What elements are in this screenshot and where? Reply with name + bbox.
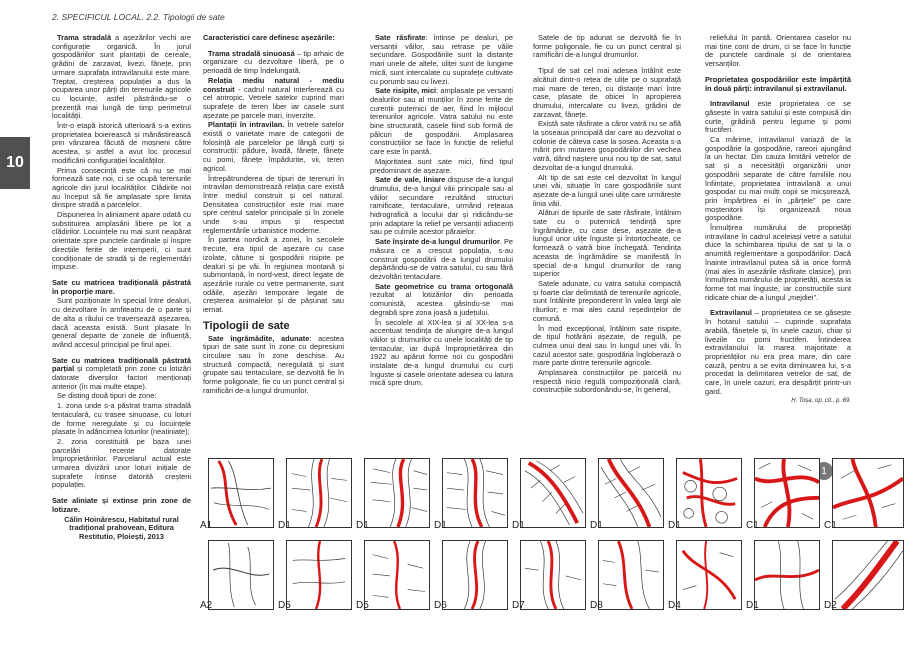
text-column-2: Caracteristici care definesc așezările: Trama stradală sinuoasă – tip arhaic de organizare cu dezvoltare liberă, pe o perioadă de timp îndelungată. Relația mediu natural - mediu construit - cadrul natural interferează cu cel antropic. Vetrele satelor cuprind mari suprafețe de teren liber iar casele sunt așezate pe parcele mari, inverzite. Plantații în intravilan. În vetrele satelor există o varietate mare de categorii de folosință ale parcelelor pe lângă curți și construcții: pădure, livadă, fânețe, fânețe cu pomi, fânețe împădurite, vii, teren agricol. Întrepătrunderea de tipuri de terenuri în intravilan demonstrează relația care există între mediul construit și cel natural. Densitatea construcțiilor este mai mare spre centrul satelor principale și în zonele unde s-au impus și respectat reglementările urbanistice moderne. În partea nordică a zonei, în secolele trecute, era tipul de așezare cu case izolate, câtune și gospodării risipite pe dealuri și pe văi. În regiunea montană și submontană, în nord-vest, direct legate de așezările rurale cu vetre permanente, sunt odăile, așezări temporare legate de creșterea animalelor și de pășunat sau iernat. Tipologii de sate Sate îngrămădite, adunate: acestea tipuri de sate sunt în zone cu depresiuni circulare sau în zone deschise. Au structură compactă, neregulată și sunt grupate sau tentaculare, se dezvoltă fie în forme poligonale, fie cu un punct central și ramificări de-a lungul drumurilor. [203,34,344,395]
sketch-label: C1 [746,520,759,531]
sketch-label: D1 [512,520,525,531]
village-sketch [676,458,742,528]
village-sketch [598,458,664,528]
text-column-4: Satele de tip adunat se dezvoltă fie în forme poligonale, fie cu un punct central și ramificări de-a lungul drumurilor. Tipul de sat cel mai adesea întâlnit este alcătuit dintr-o rețea de ulițe pe o suprafață mai mare de teren, cu distanțe mari între case, plasate de obicei în apropierea drumului, intercalate cu livezi, grădini de zarzavat, fânețe. Există sate răsfirate a căror vatră nu se află la șoseaua principală dar care au dezvoltat o colonie de câteva case la șosea. Aceasta s-a mărit prin mutarea gospodăriilor din vechea vatră, dând naștere unui nou tip de sat, satul dezvoltat de-a lungul drumului. Alt tip de sat este cel dezvoltat în lungul unei văi, situație în care gospodăriile sunt așezate de-a lungul unei ulițe care urmărește linia văii. Alături de tipurile de sate răsfirate, întâlnim sate cu o puternică tendință spre îngrămădire, cu case dese, așezate de-a lungul unor ulițe înguste și întortocheate, ce formează o vatră bine închegată. Tendința aceasta de îngrămădire se manifestă în special de-a lungul drumurilor de rang superior Satele adunate, cu vatra satului compactă și foarte clar delimitată de terenurile agricole, sunt întâlnite preponderent în valea largi ale râurilor; e mai ales cazul reședințelor de comună. În mod excepțional, întâlnim sate risipite, de tipul hotărârii așezate, de regulă, pe culmea unui deal sau în lungul unei văi. În cazul acestor sate, gospodăria îngloberază o mare parte dintre terenurile agricole. Amplasarea construcțiilor pe parcelă nu respectă nicio regulă compozițională clară, construcțiile subordonându-se, în general, [533,34,681,395]
sketch-label: A2 [200,600,213,611]
page-number-tab: 10 [0,137,30,189]
sketch-label: D1 [590,520,603,531]
village-sketch [286,540,352,610]
term-trama-stradala: Trama stradală [57,34,112,42]
sketch-label: D4 [668,600,681,611]
village-sketch [754,540,820,610]
sketch-label: D2 [824,600,837,611]
village-sketch [754,458,820,528]
sketch-label: D1 [668,520,681,531]
sketch-label: D5 [356,600,369,611]
figure-number-badge: 1 [815,462,833,480]
village-sketch [208,540,274,610]
village-sketch [676,540,742,610]
sketch-label: D7 [512,600,525,611]
village-sketch [364,540,430,610]
village-sketch [832,540,904,610]
source-citation: H. Toșa, op. cit., p. 69. [791,398,851,405]
sketch-label: C1 [824,520,837,531]
subheading-matrice-partiala: Sate cu matricea tradițională păstrată parțial [52,355,191,374]
sketch-label: D1 [356,520,369,531]
village-sketch [520,458,586,528]
village-sketch [286,458,352,528]
village-sketch [442,540,508,610]
subheading-sate-aliniate: Sate aliniate și extinse prin zone de lotizare. [52,496,191,514]
village-sketch [832,458,904,528]
bibliographic-credit: Călin Hoinărescu, Habitatul rural tradițional prahovean, Editura Restitutio, Ploiești, 2013 [64,514,179,541]
subheading-proprietate: Proprietatea gospodăriilor este împărțită în două părți: intravilanul și extravilanul. [705,74,851,93]
village-sketch [364,458,430,528]
sketch-label: D8 [590,600,603,611]
text-column-1: Trama stradală a așezărilor vechi are configurație organică. În jurul gospodăriilor sunt plantații de cereale, grădini de zarzavat, livezi, fânețe, prin urmare suprafața intravilanului este mare. Treptat, creșterea populației a dus la ocuparea unor părți din terenurile agricole cu locuințe, astfel păstrându-se o prezență mai lungă de timp perimetrul localității. Într-o etapă istorică ulterioară s-a extins proprietatea boierească și mănăstirească prin vânzarea făcută de moșneni către acestea, și astfel a avut loc procesul modificării configurației localităților. Prima consecință este că nu se mai formează sate noi, ci se ocupă terenurile agricole din jurul localităților. Clădirile noi au început să fie amplasate spre limita dinspre stradă a parcelelor. Dispunerea în aliniament apare odată cu substituirea amplasării libere pe lot a clădirilor. Locuințele nu mai sunt neapărat orientate spre punctele cardinale și înspre direcțiile ferite de intemperii, ci sunt condiționate de stradă și de reglementări impuse. Sate cu matricea tradițională păstrată în proporție mare. Sunt poziționate în special între dealuri, cu dezvoltare în amfiteatru de o parte și de alta a râului ce traversează așezarea, dacă aceasta există. Sunt plasate în general departe de zonele de influență, având accesul principal pe firul apei. Sate cu matricea tradițională păstrată parțial și completată prin zone cu lotizări datorate diverșilor factori menționați anterior (în mai multe etape). Se disting două tipuri de zone: 1. zona unde s-a păstrat trama stradală tentaculară, cu trasee sinuoase, cu loturi de forme neregulate și cu locuințele plasate în adâncimea loturilor (neaIiniate); 2. zona constituită pe baza unei parcelări recente datorate împroprietăririlor. Parcelarul actual este urmarea divizării unor loturi inițiale de suprafețe întinse datorită creșterii populației. Sate aliniate și extinse prin zone de lotizare. Călin Hoinărescu, Habitatul rural tradițional prahovean, Editura Restitutio, Ploiești, 2013 [52,34,191,541]
village-sketch [208,458,274,528]
sketch-label: D1 [278,520,291,531]
sketch-label: D1 [746,600,759,611]
sketch-label: A1 [200,520,213,531]
village-sketch [442,458,508,528]
subheading-caracteristici: Caracteristici care definesc așezările: [203,34,335,42]
text-column-3: Sate răsfirate: întinse pe dealuri, pe versanții văilor, sau retrase pe văile secundare. Gospodăriile sunt la distanțe mari unele de altele, uliței sunt de lungime mică, sunt intercalate cu suprafețe cultivate cu porumb sau cu livezi. Sate risipite, mici: amplasate pe versanți dealurilor sau al munților în zone ferite de curenții puternici de aer, fiind în mijlocul terenurilor agricole. Vatra satului nu este bine structurată, casele fiind sub formă de pâlcuri de gospodării. Amplasarea construcțiilor se face în funcție de relieful care este în pantă. Majoritatea sunt sate mici, fiind tipul predominant de așezare. Sate de vale, liniare dispuse de-a lungul drumului, de-a lungul văii principale sau al văilor secundare rezultând structuri ramificate, tentaculare, urmând rețeaua hidrografică a locului dar și ridicându-se prin adaptare la relief pe versanții adiacenți sau pe culmile acestor păraielor. Sate înșirate de-a lungul drumurilor. Pe măsura ce a crescut populația, s-au construit gospodării de-a lungul drumului depărtându-se de vatra satului, cu sau fără dezvoltări tentaculare. Sate geometrice cu trama ortogonală rezultat al lotizărilor din perioada comunistă, acestea găsindu-se mai degrabă spre zona joasă a județului. În secolele al XIX-lea și al XX-lea s-a accentuat tendința de alungire de-a lungul văilor și drumurilor cu unele localități de tip tentacular, iar după împroprietărirea din 1922 au apărut forme noi cu gospodării instalate de-a lungul drumului cu curți înguste și casele orientate adesea cu latura mică spre drum. [370,34,513,388]
subheading-matrice-pastrata: Sate cu matricea tradițională păstrată în proporție mare. [52,277,191,296]
village-sketch [520,540,586,610]
section-title-tipologii: Tipologii de sate [203,319,290,332]
sketch-label: D1 [434,520,447,531]
running-header: 2. SPECIFICUL LOCAL. 2.2. Tipologii de sate [52,12,225,22]
sketch-label: D6 [434,600,447,611]
sketch-label: D5 [278,600,291,611]
village-sketch [598,540,664,610]
text-column-5: reliefului în pantă. Orientarea caselor nu mai ține cont de drum, ci se face în funcție de punctele cardinale și de orientarea versanților. Proprietatea gospodăriilor este împărțită în două părți: intravilanul și extravilanul. Intravilanul este proprietatea ce se găsește în vatra satului și este compusă din curte, grădină pentru legume și pomi fructiferi. Ca mărime, intravilanul variază de la gospodărie la gospodărie, rareori ajungând la un hectar. Din cauza limitării vetrelor de sat și a necesității organizării unor gospodării separate de către familiile nou înființate, proprietatea intravilană a unui gospodar cu mai mulți copii se micșorează, prin împărțirea ei în „părțele” pe care moștenitorii își organizează noua gospodărie. Înmulțirea numărului de proprietăți intravilane în cadrul aceleiași vetre a satului duce la schimbarea tipului de sat și la o anumită reglementare a gospodăriilor. Dacă înainte intravilanul putea să ia orice formă (mai ales în așezările răsfirate clasice), prin înmulțirea numărului de proprietăți, acesta ia forme tot mai înguste, iar construcțiile sunt ridicate chiar de-a lungul „mejdiei”. Extravilanul – proprietatea ce se găsește în hotarul satului – cuprinde suprafața arabilă, fânețele și, în unele cazuri, chiar și livezile cu pomi fructiferi. Întinderea extravilanului la marea majoritate a proprietăților nu era prea mare, din care cauză, pentru a se evita diminuarea lui, s-a procedat la delimitarea vetrelor de sat, de care, în unele cazuri, era despărțit printr-un gard. H. Toșa, op. cit., p. 69. [705,34,851,405]
